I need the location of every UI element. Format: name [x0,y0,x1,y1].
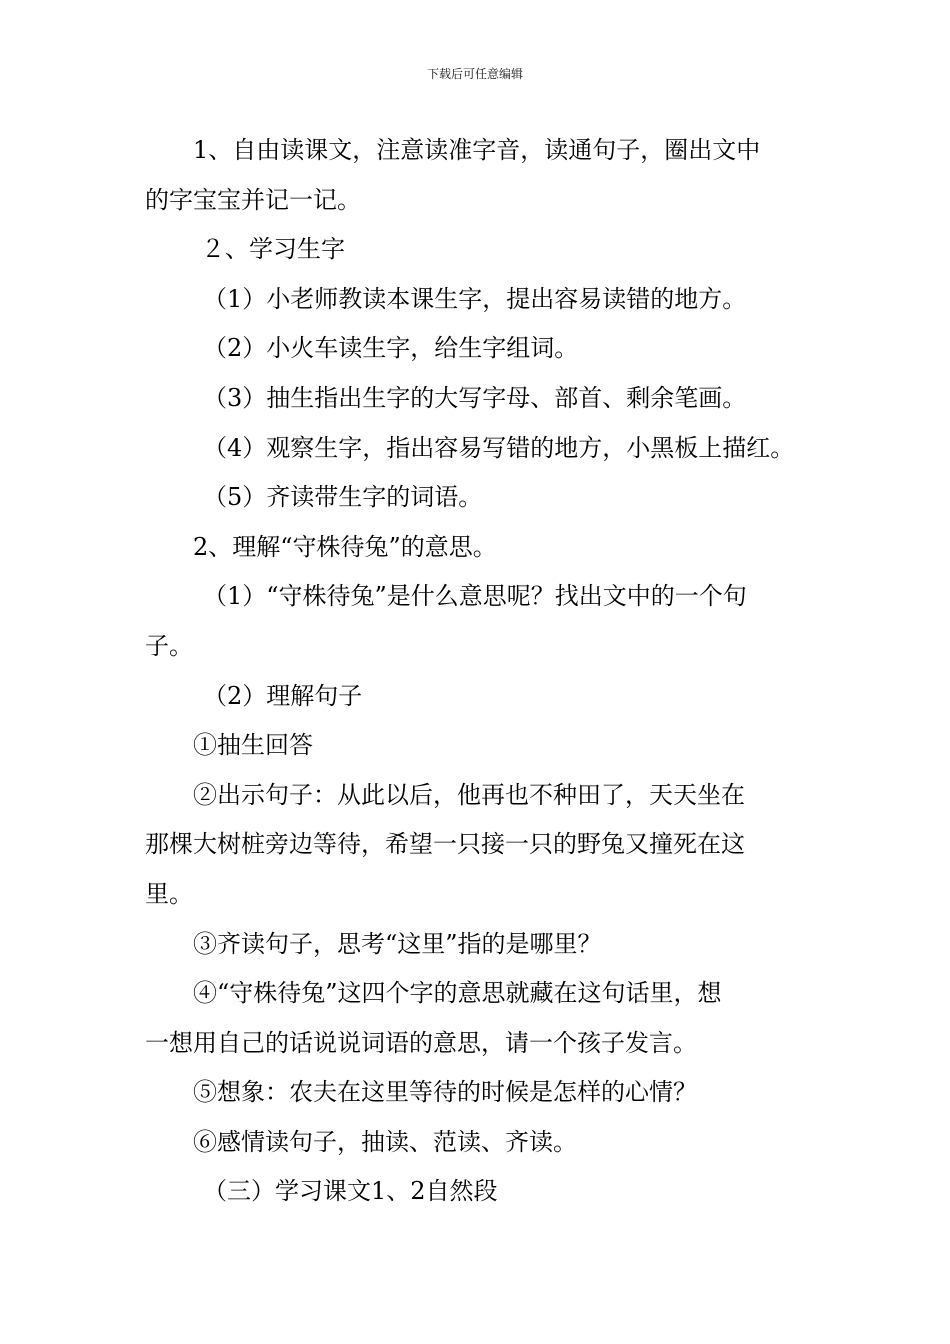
paragraph-line: （2）小火车读生字，给生字组词。 [203,334,579,363]
paragraph-line: 子。 [145,631,193,660]
paragraph-line: （5）齐读带生字的词语。 [203,483,483,512]
paragraph-line: ２、学习生字 [201,235,345,264]
paragraph-line: 一想用自己的话说说词语的意思，请一个孩子发言。 [145,1028,697,1057]
paragraph-line: ①抽生回答 [193,731,313,760]
paragraph-line: ⑤想象：农夫在这里等待的时候是怎样的心情？ [193,1078,697,1107]
paragraph-line: ②出示句子：从此以后，他再也不种田了，天天坐在 [193,780,745,809]
paragraph-line: （1）“守株待兔”是什么意思呢？找出文中的一个句 [203,582,747,611]
paragraph-line: （4）观察生字，指出容易写错的地方，小黑板上描红。 [203,433,795,462]
paragraph-line: （3）抽生指出生字的大写字母、部首、剩余笔画。 [203,383,747,412]
paragraph-line: （2）理解句子 [203,681,363,710]
paragraph-line: 那棵大树桩旁边等待，希望一只接一只的野兔又撞死在这 [145,830,745,859]
paragraph-line: 里。 [145,879,193,908]
paragraph-line: 2、理解“守株待兔”的意思。 [193,532,497,561]
page-header: 下载后可任意编辑 [426,67,523,81]
paragraph-line: ③齐读句子，思考“这里”指的是哪里？ [193,929,602,958]
paragraph-line: 1、自由读课文，注意读准字音，读通句子，圈出文中 [193,136,761,164]
paragraph-line: （1）小老师教读本课生字，提出容易读错的地方。 [203,284,747,313]
paragraph-line: （三）学习课文1、2自然段 [203,1177,498,1206]
paragraph-line: 的字宝宝并记一记。 [145,185,361,214]
paragraph-line: ⑥感情读句子，抽读、范读、齐读。 [193,1127,577,1156]
paragraph-line: ④“守株待兔”这四个字的意思就藏在这句话里，想 [193,979,722,1008]
document-body [145,126,815,1217]
